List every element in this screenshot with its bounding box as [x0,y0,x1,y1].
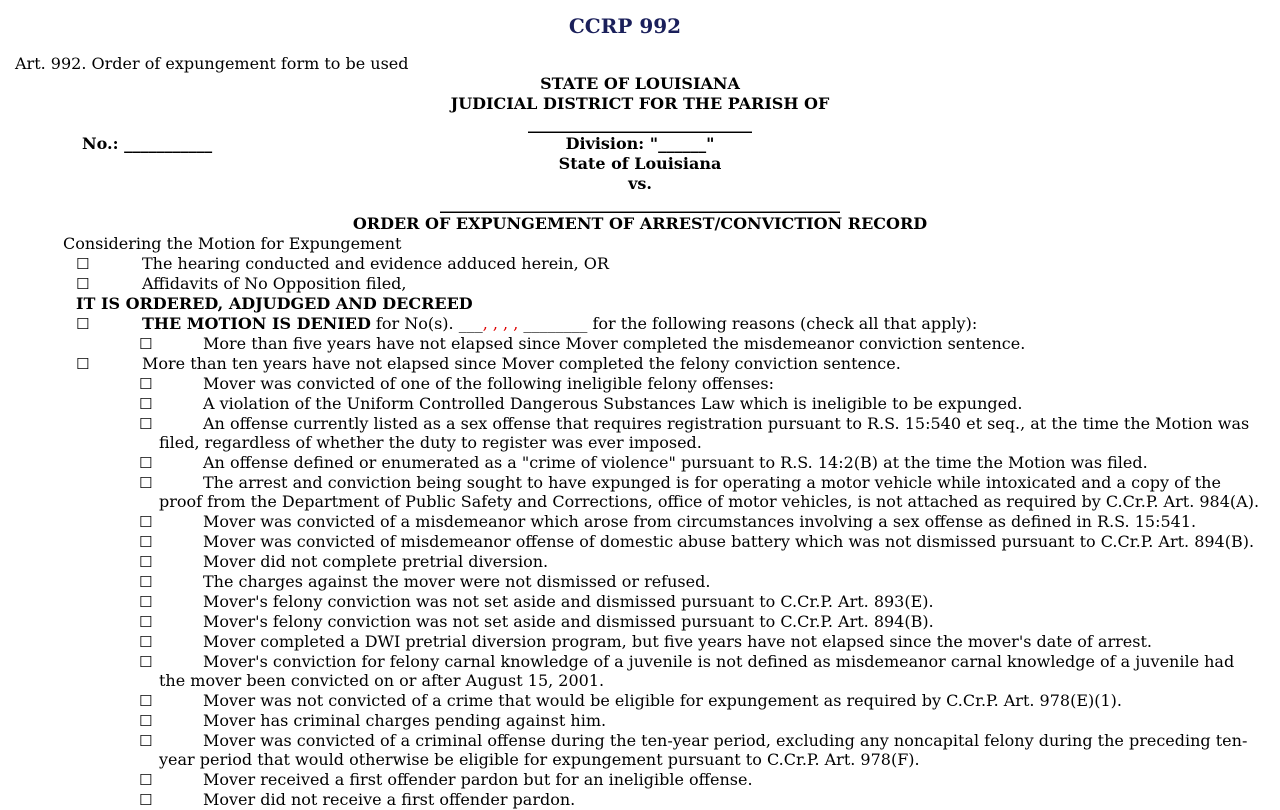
reason-item: The arrest and conviction being sought to have expunged is for operating a motor vehicle while intoxicated and a copy of the [203,473,1221,492]
reason-checkbox[interactable]: ☐ [139,335,153,353]
reason-item: Mover was convicted of one of the following ineligible felony offenses: [203,374,774,393]
reason-item: Mover did not complete pretrial diversion. [203,552,549,571]
denied-reasons-text: for the following reasons (check all that apply): [587,314,978,333]
reason-item-continued: filed, regardless of whether the duty to register was ever imposed. [159,433,702,452]
division-line: Division: "______" [565,134,715,153]
reason-misdemeanor: More than five years have not elapsed since Mover completed the misdemeanor conviction sentence. [203,334,1026,353]
decree-heading: IT IS ORDERED, ADJUDGED AND DECREED [76,294,473,313]
reason-checkbox[interactable]: ☐ [139,553,153,571]
reason-checkbox[interactable]: ☐ [139,633,153,651]
state-heading: STATE OF LOUISIANA [540,74,740,93]
option-affidavits: Affidavits of No Opposition filed, [142,274,407,293]
reason-item: Mover did not receive a first offender pardon. [203,790,576,809]
option-hearing: The hearing conducted and evidence adduced herein, OR [142,254,609,273]
reason-checkbox[interactable]: ☐ [139,375,153,393]
reason-item: The charges against the mover were not dismissed or refused. [203,572,711,591]
reason-item: Mover was convicted of a misdemeanor which arose from circumstances involving a sex offense as defined in R.S. 15:541. [203,512,1197,531]
denied-blank: ___ [458,314,483,333]
reason-checkbox[interactable]: ☐ [139,415,153,433]
reason-checkbox[interactable]: ☐ [139,474,153,492]
reason-item-continued: the mover been convicted on or after August 15, 2001. [159,671,605,690]
reason-checkbox[interactable]: ☐ [139,593,153,611]
reason-item: Mover completed a DWI pretrial diversion program, but five years have not elapsed since the mover's date of arrest. [203,632,1152,651]
reason-item: Mover was convicted of a criminal offense during the ten-year period, excluding any noncapital felony during the preceding ten- [203,731,1248,750]
case-number: No.: ___________ [82,134,213,153]
reason-checkbox[interactable]: ☐ [139,513,153,531]
reason-checkbox[interactable]: ☐ [139,732,153,750]
reason-checkbox[interactable]: ☐ [139,613,153,631]
reason-checkbox[interactable]: ☐ [139,573,153,591]
reason-item: Mover's felony conviction was not set aside and dismissed pursuant to C.Cr.P. Art. 893(E). [203,592,934,611]
reason-felony: More than ten years have not elapsed since Mover completed the felony conviction sentence. [142,354,901,373]
versus: vs. [628,174,652,193]
denied-line [142,314,977,334]
reason-item-continued: proof from the Department of Public Safety and Corrections, office of motor vehicles, is not attached as required by C.Cr.P. Art. 984(A). [159,492,1260,511]
reason-item: An offense defined or enumerated as a "crime of violence" pursuant to R.S. 14:2(B) at the time the Motion was filed. [203,453,1148,472]
reason-checkbox[interactable]: ☐ [139,712,153,730]
reason-item: Mover was convicted of misdemeanor offense of domestic abuse battery which was not dismissed pursuant to C.Cr.P. Art. 894(B). [203,532,1255,551]
reason-checkbox[interactable]: ☐ [139,533,153,551]
reason-item: Mover's conviction for felony carnal knowledge of a juvenile is not defined as misdemeanor carnal knowledge of a juvenile had [203,652,1235,671]
denied-commas: , , , , [482,314,524,333]
reason-item: An offense currently listed as a sex offense that requires registration pursuant to R.S. 15:540 et seq., at the time the Motion was [203,414,1250,433]
felony-checkbox[interactable]: ☐ [76,355,90,373]
reason-item: Mover has criminal charges pending against him. [203,711,607,730]
district-heading: JUDICIAL DISTRICT FOR THE PARISH OF [450,94,830,113]
reason-checkbox[interactable]: ☐ [139,791,153,809]
party-blank: __________________________________________________ [440,194,840,213]
order-title: ORDER OF EXPUNGEMENT OF ARREST/CONVICTION RECORD [352,214,928,233]
reason-checkbox[interactable]: ☐ [139,454,153,472]
article-heading: Art. 992. Order of expungement form to be used [15,54,409,73]
reason-item: Mover's felony conviction was not set aside and dismissed pursuant to C.Cr.P. Art. 894(B). [203,612,934,631]
reason-checkbox[interactable]: ☐ [139,653,153,671]
reason-checkbox[interactable]: ☐ [139,771,153,789]
page-title: CCRP 992 [568,14,682,38]
parish-blank: ____________________________ [528,114,752,133]
considering-line: Considering the Motion for Expungement [63,234,402,253]
reason-checkbox[interactable]: ☐ [139,395,153,413]
option-checkbox[interactable]: ☐ [76,255,90,273]
reason-item: Mover received a first offender pardon but for an ineligible offense. [203,770,753,789]
option-checkbox[interactable]: ☐ [76,275,90,293]
denied-checkbox[interactable]: ☐ [76,315,90,333]
denied-blank: ________ [523,314,588,333]
denied-for-no: for No(s). [370,314,459,333]
reason-checkbox[interactable]: ☐ [139,692,153,710]
denied-label: THE MOTION IS DENIED [142,314,371,333]
state-of-louisiana: State of Louisiana [558,154,722,173]
reason-item: Mover was not convicted of a crime that would be eligible for expungement as required by C.Cr.P. Art. 978(E)(1). [203,691,1123,710]
reason-item: A violation of the Uniform Controlled Dangerous Substances Law which is ineligible to be expunged. [203,394,1023,413]
reason-item-continued: year period that would otherwise be eligible for expungement pursuant to C.Cr.P. Art. 978(F). [159,750,920,769]
